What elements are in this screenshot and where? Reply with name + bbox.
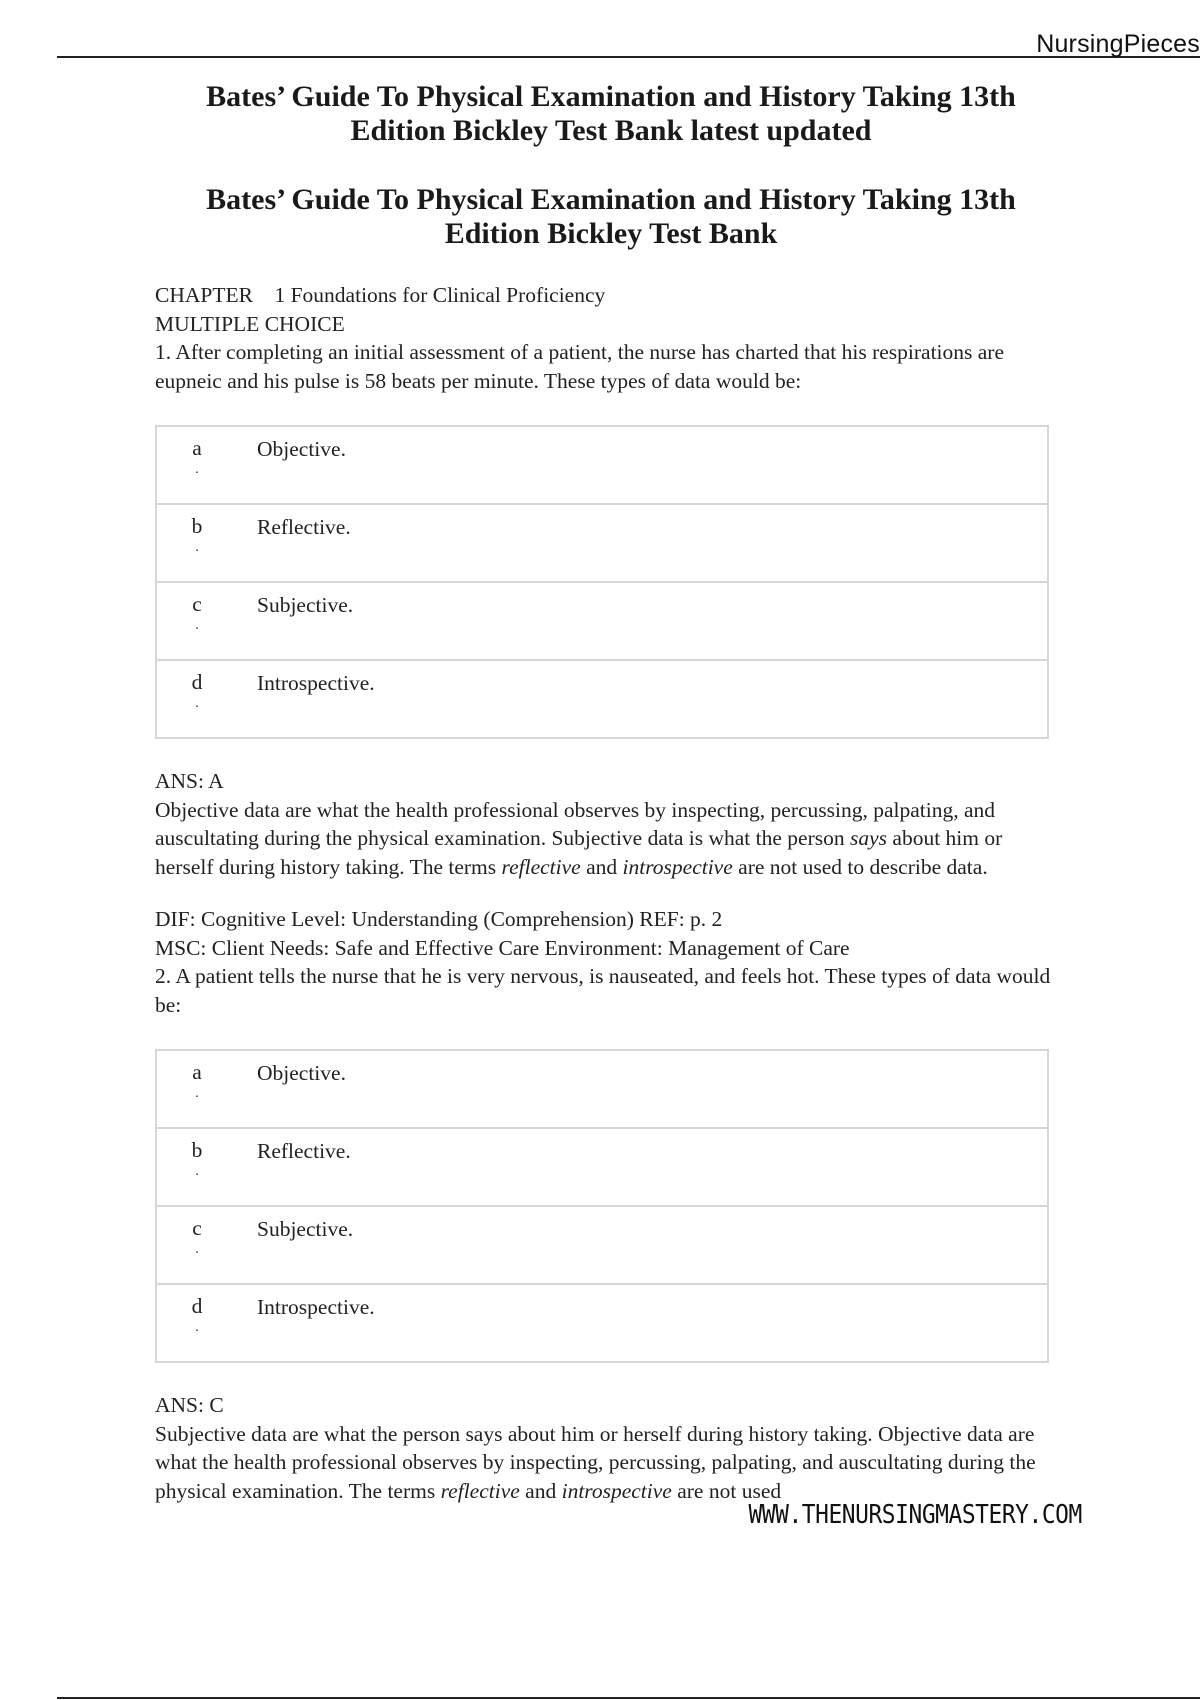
rationale: Subjective data are what the person says about him or herself during history taking. Objective data are what the health professional observes by inspecting, percussing, palpating, and auscultating during the physical examination. The terms reflective and introspective are not used xyxy=(155,1421,1036,1503)
option-row[interactable] xyxy=(156,660,1048,738)
options-table xyxy=(155,1049,1049,1363)
option-text: Introspective. xyxy=(237,1284,1048,1362)
title-line: Bates’ Guide To Physical Examination and History Taking 13th xyxy=(206,183,1016,216)
title-line: Edition Bickley Test Bank xyxy=(444,217,778,250)
option-text: Introspective. xyxy=(237,660,1048,738)
option-text: Objective. xyxy=(257,1061,346,1085)
option-letter: c . xyxy=(156,1206,237,1284)
brand-label: NursingPieces xyxy=(1036,30,1200,58)
option-row[interactable] xyxy=(156,582,1048,660)
option-text: Subjective. xyxy=(237,582,1048,660)
option-row[interactable] xyxy=(156,1128,1048,1206)
question-stem: 2. A patient tells the nurse that he is very nervous, is nauseated, and feels hot. These types of data would be: xyxy=(155,964,1051,1017)
document-subtitle xyxy=(150,183,1072,251)
title-line: Bates’ Guide To Physical Examination and History Taking 13th xyxy=(206,80,1016,113)
header-rule xyxy=(57,56,1200,58)
footer-url: WWW.THENURSINGMASTERY.COM xyxy=(748,1500,1082,1530)
option-letter: a . xyxy=(192,436,202,477)
option-row[interactable] xyxy=(156,504,1048,582)
option-row[interactable] xyxy=(156,1284,1048,1362)
option-letter: a . xyxy=(192,1060,202,1101)
question-stem: 1. After completing an initial assessment of a patient, the nurse has charted that his respirations are eupneic and his pulse is 58 beats per minute. These types of data would be: xyxy=(155,340,1004,393)
option-text: Reflective. xyxy=(237,1128,1048,1206)
option-letter: d . xyxy=(156,660,237,738)
rationale: Objective data are what the health professional observes by inspecting, percussing, palpating, and auscultating during the physical examination. Subjective data is what the person says about him or herself during history taking. The terms reflective and introspective are not used to describe data. xyxy=(155,797,1003,879)
difficulty-meta: DIF: Cognitive Level: Understanding (Comprehension) REF: p. 2 xyxy=(155,907,723,931)
question-content xyxy=(155,281,1055,1505)
options-table xyxy=(155,425,1049,739)
section-type: MULTIPLE CHOICE xyxy=(155,311,345,336)
client-needs-meta: MSC: Client Needs: Safe and Effective Care Environment: Management of Care xyxy=(155,935,850,960)
option-letter: b . xyxy=(156,504,237,582)
option-letter: d . xyxy=(156,1284,237,1362)
option-letter: c . xyxy=(156,582,237,660)
chapter-label: CHAPTER xyxy=(155,283,253,307)
option-letter: b . xyxy=(156,1128,237,1206)
option-row[interactable] xyxy=(156,426,1048,504)
chapter-heading xyxy=(155,281,1055,310)
option-text: Reflective. xyxy=(237,504,1048,582)
option-row[interactable] xyxy=(156,1206,1048,1284)
option-text: Subjective. xyxy=(237,1206,1048,1284)
option-text: Objective. xyxy=(257,437,346,461)
document-title xyxy=(150,80,1072,148)
title-line: Edition Bickley Test Bank latest updated xyxy=(350,114,872,147)
answer-key: ANS: A xyxy=(155,769,224,793)
footer-rule xyxy=(57,1697,1200,1699)
answer-key: ANS: C xyxy=(155,1393,224,1417)
chapter-title: 1 Foundations for Clinical Proficiency xyxy=(274,283,606,307)
option-row[interactable] xyxy=(156,1050,1048,1128)
